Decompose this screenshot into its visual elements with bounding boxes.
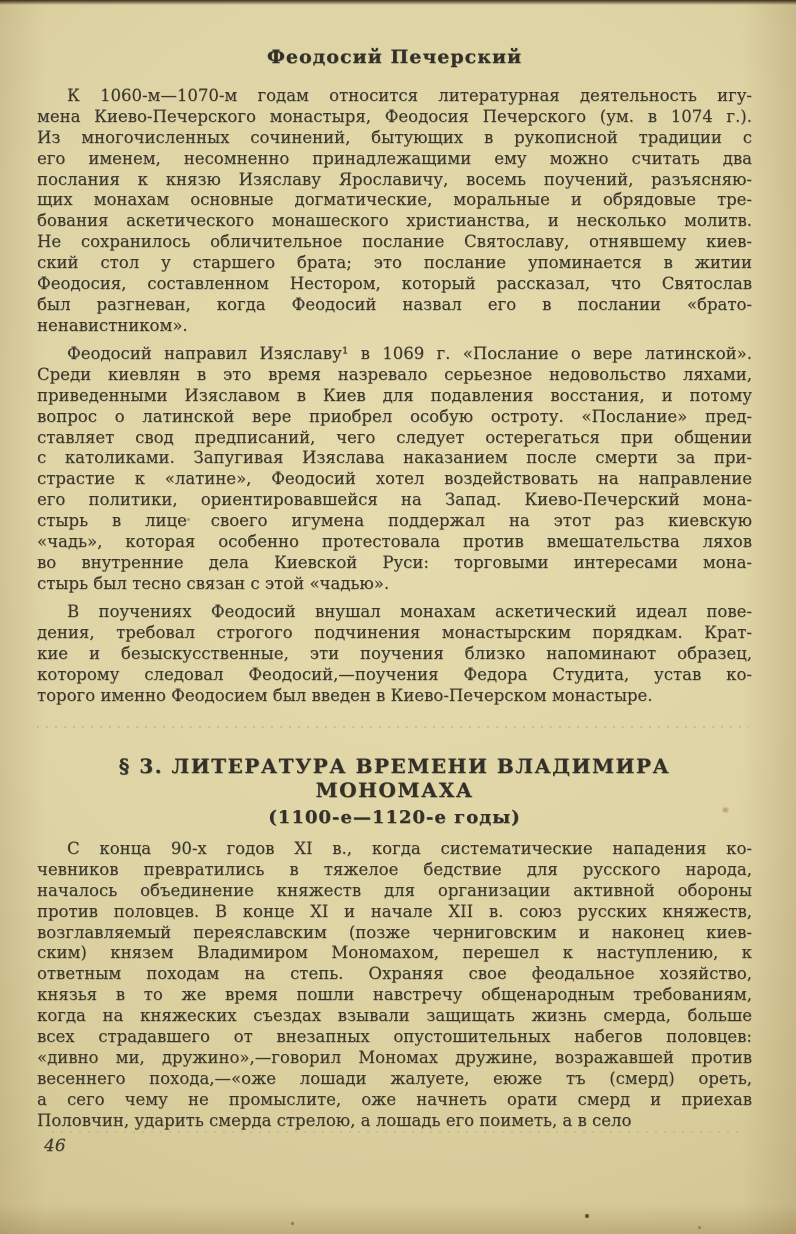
text-line: щих монахам основные догматические, моральные и обрядовые тре-: [37, 190, 752, 210]
ink-speck: [585, 1214, 589, 1218]
text-line: началось объединение княжеств для организации активной обороны: [37, 880, 752, 900]
text-line: стырь был тесно связан с этой «чадью».: [37, 573, 390, 593]
text-line: Половчин, ударить смерда стрелою, а лошадь его поиметь, а в село: [37, 1110, 632, 1130]
text-line: а сего чему не промыслите, оже начнеть орати смерд и приехав: [37, 1089, 752, 1109]
text-line: князья в то же время пошли навстречу общенародным требованиям,: [37, 985, 752, 1005]
page-showthrough-line: [37, 726, 749, 728]
paragraph-4: [37, 839, 752, 1131]
section-heading-dates: (1100-е—1120-е годы): [268, 807, 521, 828]
text-line: чевников превратились в тяжелое бедствие для русского народа,: [37, 859, 752, 879]
text-line: его политики, ориентировавшейся на Запад. Киево-Печерский мона-: [37, 490, 752, 510]
text-line: вопрос о латинской вере приобрел особую остроту. «Послание» пред-: [37, 406, 752, 426]
text-line: мена Киево-Печерского монастыря, Феодосия Печерского (ум. в 1074 г.).: [37, 106, 752, 126]
paragraph-1: [37, 86, 752, 337]
text-line: Среди киевлян в это время назревало серьезное недовольство ляхами,: [37, 364, 752, 384]
chapter-title: Феодосий Печерский: [266, 46, 523, 68]
text-line: К 1060-м—1070-м годам относится литературная деятельность игу-: [67, 86, 752, 105]
text-line: В поучениях Феодосий внушал монахам аскетический идеал пове-: [67, 602, 752, 621]
text-line: ставляет свод предписаний, чего следует остерегаться при общении: [37, 427, 752, 447]
text-line: ответным походам на степь. Охраняя свое феодальное хозяйство,: [37, 964, 752, 984]
text-line: ненавистником».: [37, 315, 188, 335]
text-line: которому следовал Феодосий,—поучения Федора Студита, устав ко-: [37, 664, 752, 684]
text-line: «чадь», которая особенно протестовала против вмешательства ляхов: [37, 532, 752, 552]
text-line: ский стол у старшего брата; это послание упоминается в житии: [37, 253, 752, 273]
text-line: Из многочисленных сочинений, бытующих в рукописной традиции с: [37, 127, 752, 147]
text-line: бования аскетического монашеского христианства, и несколько молитв.: [37, 211, 752, 231]
text-line: стырь в лице своего игумена поддержал на этот раз киевскую: [37, 511, 752, 531]
text-line: когда на княжеских съездах взывали защищать жизнь смерда, больше: [37, 1006, 752, 1026]
page-showthrough-line: [52, 1131, 742, 1133]
text-line: Не сохранилось обличительное послание Святославу, отнявшему киев-: [37, 232, 752, 252]
text-line: С конца 90-х годов XI в., когда систематические нападения ко-: [67, 839, 752, 858]
text-line: приведенными Изяславом в Киев для подавления восстания, и потому: [37, 385, 752, 405]
text-line: ским) князем Владимиром Мономахом, перешел к наступлению, к: [37, 943, 752, 963]
paragraph-2: [37, 344, 752, 595]
ink-speck: [291, 1222, 294, 1225]
text-line: послания к князю Изяславу Ярославичу, восемь поучений, разъясняю-: [37, 169, 752, 189]
text-line: торого именно Феодосием был введен в Киево-Печерском монастыре.: [37, 685, 653, 705]
ink-speck: [187, 518, 190, 521]
text-line: его именем, несомненно принадлежащими ему можно считать два: [37, 148, 752, 168]
paper-stain: [722, 807, 729, 813]
text-line: с католиками. Запугивая Изяслава наказанием после смерти за при-: [37, 448, 752, 468]
text-line: возглавляемый переяславским (позже черниговским и наконец киев-: [37, 922, 752, 942]
text-line: страстие к «латине», Феодосий хотел воздействовать на направление: [37, 469, 752, 489]
text-line: Феодосия, составленном Нестором, который рассказал, что Святослав: [37, 274, 752, 294]
text-line: во внутренние дела Киевской Руси: торговыми интересами мона-: [37, 552, 752, 572]
text-line: был разгневан, когда Феодосий назвал его в послании «брато-: [37, 294, 752, 314]
section-heading-title: § 3. ЛИТЕРАТУРА ВРЕМЕНИ ВЛАДИМИРА МОНОМАХА: [118, 754, 671, 802]
text-line: всех страдавшего от внезапных опустошительных набегов половцев:: [37, 1027, 752, 1047]
text-line: «дивно ми, дружино»,—говорил Мономах дружине, возражавшей против: [37, 1047, 752, 1067]
text-line: дения, требовал строгого подчинения монастырским порядкам. Крат-: [37, 622, 752, 642]
text-line: Феодосий направил Изяславу¹ в 1069 г. «Послание о вере латинской».: [67, 344, 752, 363]
ink-speck: [698, 1226, 701, 1229]
paragraph-3: [37, 602, 752, 706]
page-number: 46: [44, 1136, 66, 1156]
text-line: против половцев. В конце XI и начале XII в. союз русских княжеств,: [37, 901, 752, 921]
text-line: весеннего похода,—«оже лошади жалуете, еюже тъ (смерд) ореть,: [37, 1068, 752, 1088]
text-line: кие и безыскусственные, эти поучения близко напоминают образец,: [37, 643, 752, 663]
section-heading: [37, 754, 752, 829]
